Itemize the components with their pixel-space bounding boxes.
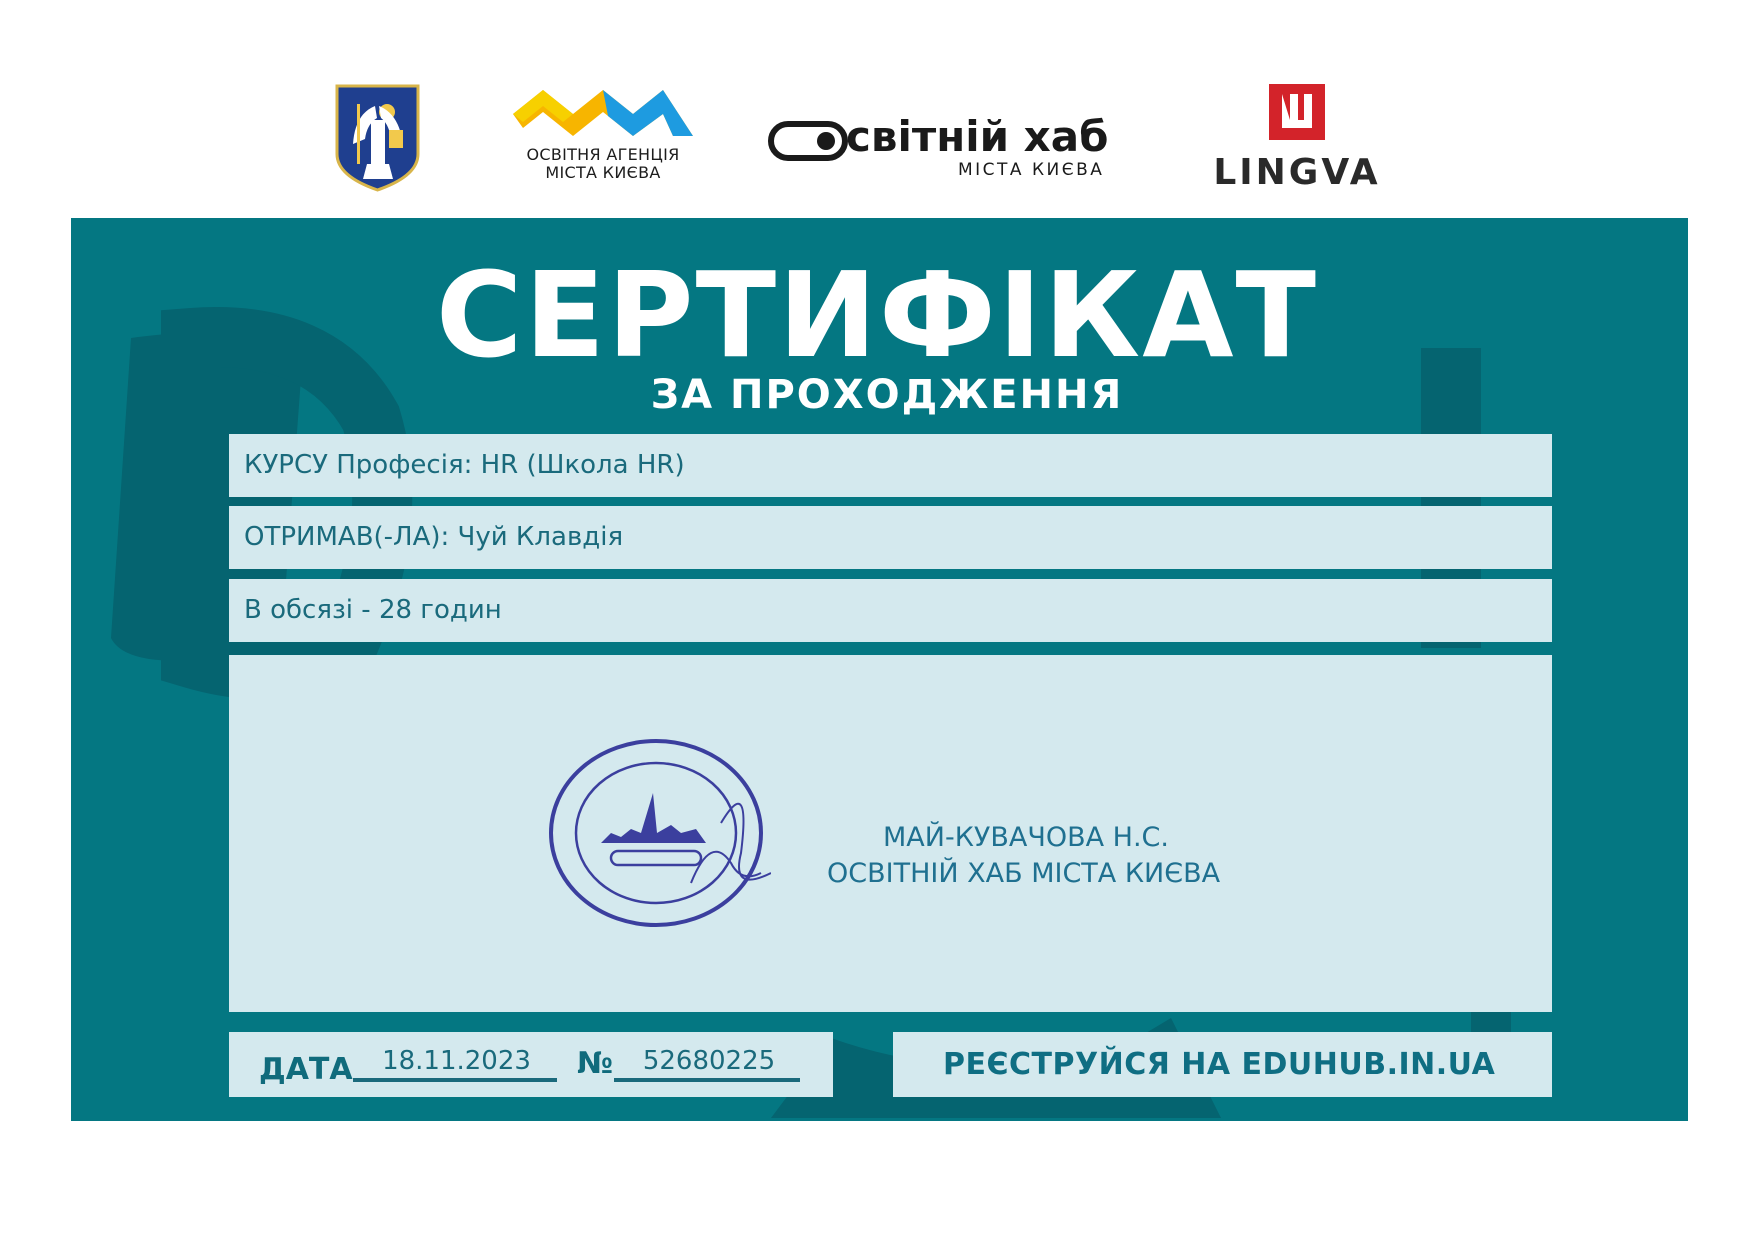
signer-name: МАЙ-КУВАЧОВА Н.С. — [883, 822, 1169, 853]
number-underline — [614, 1078, 800, 1082]
hub-o-mark-icon — [768, 118, 848, 168]
date-underline — [353, 1078, 557, 1082]
lingva-logo — [1212, 84, 1382, 194]
register-link[interactable]: РЕЄСТРУЙСЯ НА EDUHUB.IN.UA — [943, 1047, 1496, 1082]
signer-organization: ОСВІТНІЙ ХАБ МІСТА КИЄВА — [827, 858, 1221, 889]
lingva-logo-text: LINGVA — [1213, 152, 1381, 193]
kyiv-coat-of-arms-logo — [335, 84, 420, 192]
hub-logo-text: світній хаб — [846, 112, 1109, 161]
date-label: ДАТА — [259, 1052, 353, 1087]
register-bar — [893, 1032, 1552, 1097]
education-hub-logo — [768, 112, 1143, 182]
education-agency-logo — [513, 84, 693, 186]
course-field: КУРСУ Професія: HR (Школа HR) — [229, 434, 1552, 497]
hours-field: В обсязі - 28 годин — [229, 579, 1552, 642]
signature-box — [229, 655, 1552, 1012]
official-stamp-icon — [541, 733, 771, 933]
agency-logo-line1: ОСВІТНЯ АГЕНЦІЯ — [526, 145, 680, 164]
date-value: 18.11.2023 — [382, 1046, 531, 1076]
certificate-title: СЕРТИФІКАТ — [435, 246, 1319, 384]
signer-block — [827, 820, 1220, 892]
recipient-field: ОТРИМАВ(-ЛА): Чуй Клавдія — [229, 506, 1552, 569]
certificate-subtitle: ЗА ПРОХОДЖЕННЯ — [650, 372, 1124, 418]
hub-logo-subtext: МІСТА КИЄВА — [958, 160, 1105, 180]
number-label: № — [577, 1046, 614, 1081]
agency-mark-icon — [513, 84, 693, 146]
date-number-bar — [229, 1032, 833, 1097]
number-value: 52680225 — [642, 1046, 776, 1076]
lingva-mark-icon — [1212, 84, 1382, 144]
agency-logo-line2: МІСТА КИЄВА — [545, 163, 661, 182]
logo-bar — [0, 0, 1754, 210]
